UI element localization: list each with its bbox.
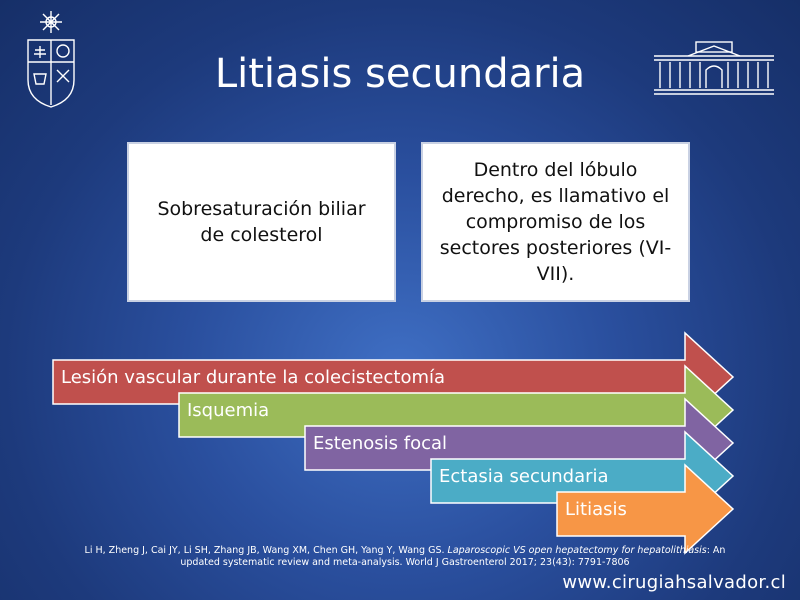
reference-citation	[60, 545, 750, 569]
website-url: www.cirugiahsalvador.cl	[562, 572, 786, 593]
slide-title: Litiasis secundaria	[214, 51, 586, 97]
arrow-label-secondary-ectasia: Ectasia secundaria	[439, 466, 609, 487]
arrow-label-focal-stenosis: Estenosis focal	[313, 433, 448, 454]
cholesterol-box-text: Sobresaturación biliar de colesterol	[157, 198, 366, 246]
reference-line-2: updated systematic review and meta-analysis. World J Gastroenterol 2017; 23(43): 7791-7806	[180, 557, 630, 568]
arrow-label-ischemia: Isquemia	[187, 400, 270, 421]
arrow-label-lithiasis: Litiasis	[565, 499, 627, 520]
reference-line-1: Li H, Zheng J, Cai JY, Li SH, Zhang JB, Wang XM, Chen GH, Yang Y, Wang GS. Laparoscopic VS open hepatectomy for hepatolithiasis: An	[84, 545, 726, 556]
right-lobe-box-text: Dentro del lóbulo derecho, es llamativo el compromiso de los sectores posteriores (VI-VII).	[439, 159, 672, 285]
arrow-label-vascular-injury: Lesión vascular durante la colecistectomía	[61, 367, 446, 388]
